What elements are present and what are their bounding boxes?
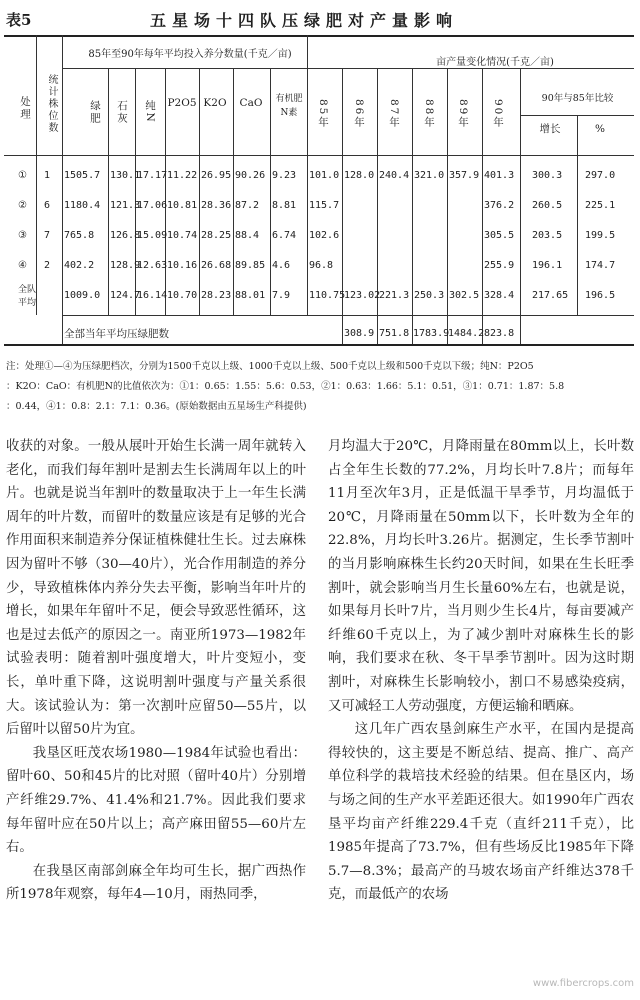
summary-value-87: 751.8 [379, 328, 410, 339]
cell-p: 10.16 [167, 260, 198, 271]
header-yield-group: 亩产量变化情况(千克／亩) [436, 57, 554, 68]
cell-m: 1180.4 [64, 200, 101, 211]
cell-n: 17.06 [137, 200, 168, 211]
header-lime: 石灰 [116, 99, 128, 125]
cell-y85: 110.75 [309, 290, 346, 301]
summary-value-88: 1783.9 [413, 328, 450, 339]
header-input-group: 85年至90年每年平均投入养分数量(千克／亩) [88, 49, 292, 60]
table-label: 表5 [6, 11, 32, 29]
cell-c: 7 [44, 230, 51, 241]
paragraph: 月均温大于20℃，月降雨量在80mm以上，长叶数占全年生长数的77.2%，月均长叶7.8片；而每年11月至次年3月，正是低温干旱季节，月均温低于20℃，月降雨量在50mm以下，长叶数为全年的22.8%，月均长叶3.26片。据测定，生长季节割叶的当月影响麻株生长约20天时间，如果在生长旺季割叶，就会影响当月生长量60%左右，也就是说，如果每月长叶7片，当月则少生长4片，每亩要减产纤维60千克以上，为了减少割叶对麻株生长的影响，我们要求在秋、冬干旱季节割叶。因为这时期割叶，对麻株生长影响较小，割口不易感染疫病，又可减轻工人劳动强度，方便运输和晒麻。 [328, 439, 634, 714]
cell-m: 765.8 [64, 230, 95, 241]
cell-inc: 217.65 [532, 290, 569, 301]
header-y90: 90年 [492, 99, 504, 129]
header-k: K2O [203, 97, 227, 109]
table-note-line: ：0.44，④1：0.8：2.1：7.1：0.36。(原始数据由五星场生产科提供) [6, 401, 307, 412]
cell-y88: 250.3 [414, 290, 445, 301]
cell-ca: 90.26 [235, 170, 266, 181]
table-title: 五星场十四队压绿肥对产量影响 [150, 11, 459, 30]
cell-y88: 321.0 [414, 170, 445, 181]
cell-y90: 401.3 [484, 170, 515, 181]
cell-c: 6 [44, 200, 51, 211]
cell-y89: 357.9 [449, 170, 480, 181]
cell-inc: 196.1 [532, 260, 563, 271]
header-y89: 89年 [457, 99, 469, 129]
cell-t: ① [18, 170, 27, 181]
cell-y90: 328.4 [484, 290, 515, 301]
cell-pct: 196.5 [585, 290, 616, 301]
cell-y85: 96.8 [309, 260, 334, 271]
cell-y86: 128.0 [344, 170, 375, 181]
cell-l: 124.7 [110, 290, 141, 301]
cell-y85: 115.7 [309, 200, 340, 211]
cell-y90: 255.9 [484, 260, 515, 271]
cell-c: 2 [44, 260, 51, 271]
cell-ca: 88.01 [235, 290, 266, 301]
cell-pct: 297.0 [585, 170, 616, 181]
cell-o: 6.74 [272, 230, 297, 241]
header-n: 纯N [144, 100, 156, 124]
header-y88: 88年 [423, 99, 435, 129]
cell-l: 130.1 [110, 170, 141, 181]
cell-y85: 101.0 [309, 170, 340, 181]
cell-ca: 87.2 [235, 200, 260, 211]
cell-pct: 174.7 [585, 260, 616, 271]
cell-t: ④ [18, 260, 27, 271]
cell-c: 1 [44, 170, 51, 181]
cell-inc: 260.5 [532, 200, 563, 211]
table-bottom-rule [4, 344, 634, 346]
cell-o: 8.81 [272, 200, 297, 211]
cell-k: 28.23 [201, 290, 232, 301]
cell-t: 全队平均 [18, 285, 37, 308]
paragraph: 我垦区旺茂农场1980—1984年试验也看出：留叶60、50和45片的比对照（留叶40片）分别增产纤维29.7%、41.4%和21.7%。因此我们要求每年留叶应在50片以上；高产麻田留55—60片左右。 [6, 745, 306, 856]
cell-ca: 89.85 [235, 260, 266, 271]
cell-o: 9.23 [272, 170, 297, 181]
cell-m: 402.2 [64, 260, 95, 271]
header-increase: 增长 [539, 123, 561, 135]
header-ca: CaO [239, 97, 263, 109]
header-y85: 85年 [317, 99, 329, 129]
cell-n: 16.14 [137, 290, 168, 301]
header-y87: 87年 [388, 99, 400, 129]
summary-value-89: 1484.2 [448, 328, 485, 339]
cell-k: 26.68 [201, 260, 232, 271]
cell-inc: 300.3 [532, 170, 563, 181]
header-treatment: 处理 [19, 95, 31, 121]
header-compare: 90年与85年比较 [541, 93, 614, 104]
cell-m: 1505.7 [64, 170, 101, 181]
watermark: www.fibercrops.com [532, 978, 634, 989]
table-top-rule [4, 35, 634, 37]
cell-ca: 88.4 [235, 230, 260, 241]
header-percent: % [595, 123, 605, 135]
cell-y87: 221.3 [379, 290, 410, 301]
cell-l: 121.3 [110, 200, 141, 211]
cell-inc: 203.5 [532, 230, 563, 241]
cell-p: 10.81 [167, 200, 198, 211]
cell-p: 10.74 [167, 230, 198, 241]
header-p: P2O5 [167, 97, 197, 109]
cell-o: 7.9 [272, 290, 291, 301]
cell-k: 28.36 [201, 200, 232, 211]
cell-y86: 123.02 [344, 290, 381, 301]
cell-o: 4.6 [272, 260, 291, 271]
cell-y87: 240.4 [379, 170, 410, 181]
cell-y90: 305.5 [484, 230, 515, 241]
cell-y85: 102.6 [309, 230, 340, 241]
paragraph: 在我垦区南部剑麻全年均可生长，据广西热作所1978年观察，每年4—10月，雨热同季， [6, 863, 306, 903]
cell-p: 10.70 [167, 290, 198, 301]
cell-n: 12.63 [137, 260, 168, 271]
cell-t: ③ [18, 230, 27, 241]
cell-pct: 225.1 [585, 200, 616, 211]
cell-n: 17.17 [137, 170, 168, 181]
header-manure: 绿肥 [89, 99, 101, 125]
paragraph: 收获的对象。一般从展叶开始生长满一周年就转入老化，而我们每年割叶是割去生长满周年以上的叶片。也就是说当年割叶的数量取决于上一年生长满周年的叶片数，而留叶的数量应该是有足够的光合作用面积来制造养分保证植株健壮生长。过去麻株因为留叶不够（30—40片），光合作用制造的养分少，导致植株体内养分失去平衡，影响当年叶片的增长，如果年年留叶不足，便会导致恶性循环，这也是过去低产的原因之一。南亚所1973—1982年试验表明：随着割叶强度增大，叶片变短小，变长，单叶重下降，这说明割叶强度与产量关系很大。该试验认为：第一次割叶应留50—55片，以后留叶以留50片为宜。 [6, 439, 306, 738]
cell-k: 28.25 [201, 230, 232, 241]
cell-y89: 302.5 [449, 290, 480, 301]
cell-p: 11.22 [167, 170, 198, 181]
cell-t: ② [18, 200, 27, 211]
paragraph: 这几年广西农垦剑麻生产水平，在国内是提高得较快的，这主要是不断总结、提高、推广、高产单位科学的栽培技术经验的结果。但在垦区内，场与场之间的生产水平差距还很大。如1990年广西农垦平均亩产纤维229.4千克（直纤211千克），比1985年提高了73.7%，但有些场反比1985年下降5.7—8.3%；最高产的马坡农场亩产纤维达378千克，而最低产的农场 [328, 722, 634, 903]
table-note-line: ：K2O：CaO：有机肥N的比值依次为：①1：0.65：1.55：5.6：0.53，②1：0.63：1.66：5.1：0.51，③1：0.71：1.87：5.8 [6, 381, 565, 392]
body-column-left [6, 435, 306, 907]
summary-value-86: 308.9 [344, 328, 375, 339]
summary-value-90: 823.8 [484, 328, 515, 339]
cell-n: 15.09 [137, 230, 168, 241]
header-count: 统计株位数 [46, 74, 57, 134]
cell-l: 126.8 [110, 230, 141, 241]
body-column-right [328, 435, 634, 907]
cell-k: 26.95 [201, 170, 232, 181]
header-organic: 有机肥N素 [275, 94, 303, 118]
cell-l: 128.9 [110, 260, 141, 271]
cell-m: 1009.0 [64, 290, 101, 301]
header-y86: 86年 [353, 99, 365, 129]
cell-pct: 199.5 [585, 230, 616, 241]
cell-y90: 376.2 [484, 200, 515, 211]
summary-label: 全部当年平均压绿肥数 [64, 328, 169, 340]
table-note-line: 注：处理①—④为压绿肥档次，分别为1500千克以上级、1000千克以上级、500千克以上级和500千克以下级；纯N：P2O5 [6, 361, 534, 372]
